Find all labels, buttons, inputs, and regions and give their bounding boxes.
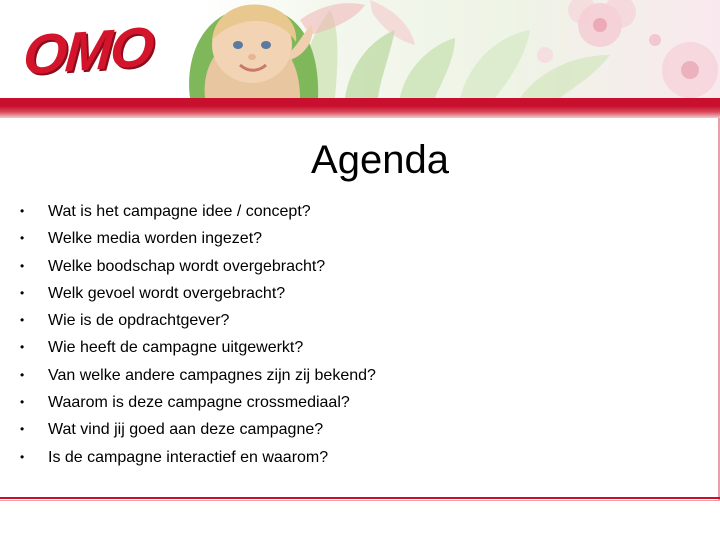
list-item [20,253,700,280]
list-item-text: Wat is het campagne idee / concept? [48,203,311,220]
child-photo [189,4,318,98]
list-item-text: Welke boodschap wordt overgebracht? [48,257,326,275]
list-item [20,416,700,443]
list-item-text: Van welke andere campagnes zijn zij bekend? [48,366,376,384]
list-item [20,362,700,389]
list-item [20,198,700,225]
bullet-icon: • [20,449,25,464]
bullet-icon: • [20,285,25,300]
bullet-icon: • [20,204,25,218]
list-item-text: Wie heeft de campagne uitgewerkt? [48,339,304,357]
list-item [20,334,700,361]
bullet-icon: • [20,340,25,355]
agenda-list [20,198,700,471]
bullet-icon: • [20,367,25,382]
footer-divider [0,497,720,499]
bullet-icon: • [20,231,25,246]
footer-divider-light [0,500,720,501]
list-item [20,389,700,416]
list-item-text: Waarom is deze campagne crossmediaal? [48,394,350,412]
list-item-text: Is de campagne interactief en waarom? [48,448,329,466]
header-banner [0,0,720,98]
omo-logo: OMO [21,14,155,87]
list-item-text: Welke media worden ingezet? [48,230,263,248]
list-item [20,307,700,334]
bullet-icon: • [20,395,25,410]
list-item-text: Welk gevoel wordt overgebracht? [48,284,286,302]
list-item [20,280,700,307]
bullet-icon: • [20,422,25,437]
bullet-icon: • [20,258,25,273]
list-item-text: Wie is de opdrachtgever? [48,312,230,330]
bullet-icon: • [20,313,25,328]
list-item-text: Wat vind jij goed aan deze campagne? [48,421,324,439]
slide-title: Agenda [311,138,449,182]
header-red-bar [0,98,720,118]
list-item [20,225,700,252]
list-item [20,444,700,471]
